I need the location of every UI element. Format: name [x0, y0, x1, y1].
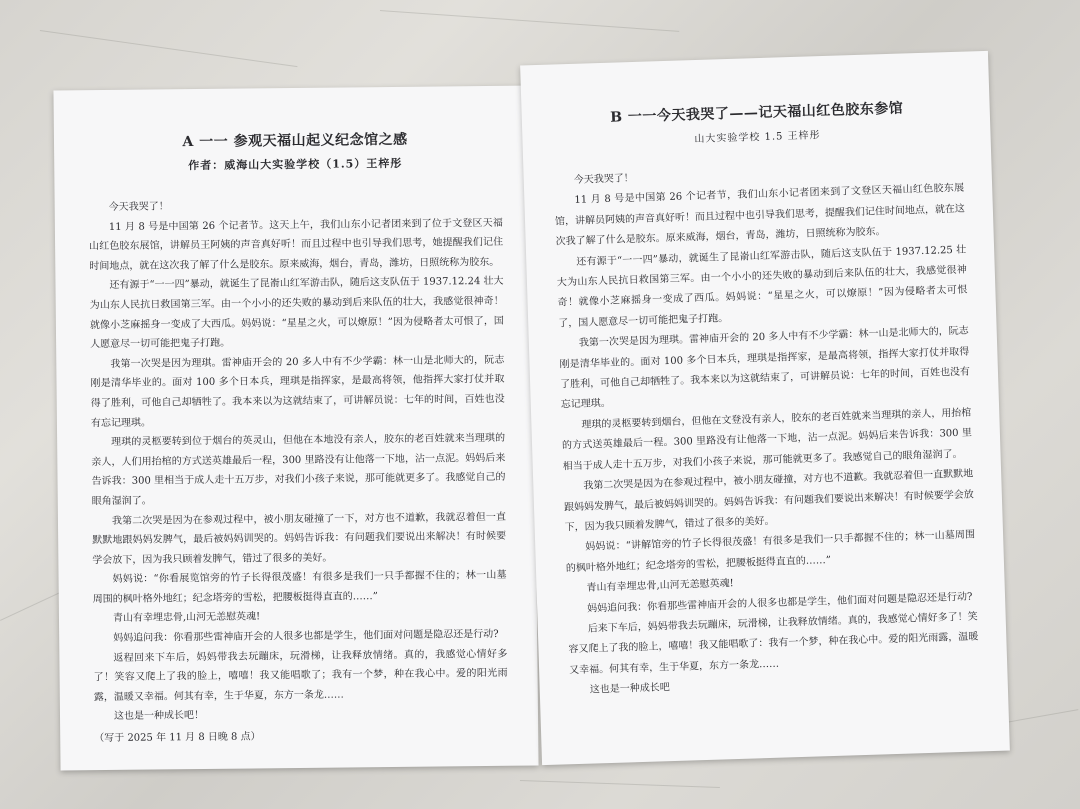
marble-vein [40, 30, 298, 67]
essay-a-paragraph: 妈妈追问我：你看那些雷神庙开会的人很多也都是学生，他们面对问题是隐忍还是行动? [113, 628, 499, 644]
essay-b-paragraph: 妈妈说：“讲解馆旁的竹子长得很茂盛！有很多是我们一只手都握不住的；林一山墓周围的枫叶格外地红；纪念塔旁的雪松，把腰板挺得直直的……” [565, 529, 976, 575]
marble-vein [520, 780, 720, 788]
essay-b-author: 山大实验学校 1.5 王梓彤 [694, 130, 821, 146]
essay-a-title: A 一一 参观天福山起义纪念馆之感 [182, 131, 408, 151]
essay-b-paragraph: 我第一次哭是因为理琪。雷神庙开会的 20 多人中有不少学霸：林一山是北师大的，阮志刚是清华毕业的。面对 100 多个日本兵，理琪是指挥家，是最高将领，指挥大家打仗并取得了胜利，可他自己却牺牲了。我本来以为这就结束了，可讲解员说：七年的时间，百姓也没有忘记理琪。 [559, 325, 971, 411]
essay-a-paragraph: 青山有幸埋忠骨,山河无恙慰英魂! [112, 611, 261, 625]
essay-a-paragraph: 这也是一种成长吧！ [113, 710, 205, 723]
essay-b-paragraph: 今天我哭了！ [573, 173, 634, 186]
essay-b-paragraph: 青山有幸埋忠骨,山河无恙慰英魂! [586, 578, 734, 594]
essay-b-paragraph: 我第二次哭是因为在参观过程中，被小朋友碰撞，对方也不道歉。我就忍着但一直默默地跟妈妈发脾气，最后被妈妈训哭的。妈妈告诉我：有问题我们要说出来解决！有时候要学会放下，因为我只顾着发脾气，错过了很多的美好。 [563, 468, 974, 534]
essay-a-body [89, 194, 509, 749]
essay-page-b [520, 51, 1010, 765]
essay-b-paragraph: 11 月 8 号是中国第 26 个记者节，我们山东小记者团来到了文登区天福山红色胶东展馆，讲解员阿姨的声音真好听！而且过程中也引导我们思考，提醒我们记住时间地点，就在这次我了解了什么是胶东。原来威海，烟台，青岛，潍坊，日照统称为胶东。 [554, 183, 966, 248]
essay-a-signature: （写于 2025 年 11 月 8 日晚 8 点） [94, 731, 261, 745]
essay-b-paragraph: 妈妈追问我：你看那些雷神庙开会的人很多也都是学生，他们面对问题是隐忍还是行动? [587, 591, 973, 615]
essay-a-paragraph: 返程回来下车后，妈妈带我去玩蹦床，玩滑梯，让我释放情绪。真的，我感觉心情好多了！笑容又爬上了我的脸上，嘻嘻！我又能唱歌了；我有一个梦，种在我心中。爱的阳光雨露，温暖又幸福。何其有幸，生于华夏，东方一条龙…… [93, 648, 508, 703]
essay-b-paragraph: 后来下车后，妈妈带我去玩蹦床，玩滑梯，让我释放情绪。真的，我感觉心情好多了！笑容又爬上了我的脸上，嘻嘻！我又能唱歌了：我有一个梦，种在我心中。爱的阳光雨露，温暖又幸福。何其有幸，生于华夏，东方一条龙…… [568, 611, 979, 677]
essay-a-paragraph: 妈妈说：“你看展览馆旁的竹子长得很茂盛！有很多是我们一只手都握不住的；林一山墓周围的枫叶格外地红；纪念塔旁的雪松，把腰板挺得直直的……” [92, 570, 507, 606]
essay-a-paragraph: 我第二次哭是因为在参观过程中，被小朋友碰撞了一下，对方也不道歉，我就忍着但一直默默地跟妈妈发脾气，最后被妈妈训哭的。妈妈告诉我：有问题我们要说出来解决！有时候要学会放下，因为我只顾着发脾气，错过了很多的美好。 [92, 511, 507, 566]
essay-b-paragraph: 理琪的灵柩要转到烟台，但他在文登没有亲人，胶东的老百姓就来当理琪的亲人，用抬棺的方式送英雄最后一程。300 里路没有让他落一下地，沾一点泥。妈妈后来告诉我：300 里相当于成人走十五万步，对我们小孩子来说，那可能就更多了。我感觉自己的眼角湿润了。 [561, 407, 973, 473]
essay-a-author: 作者：威海山大实验学校（1.5）王梓彤 [188, 156, 403, 173]
essay-a-paragraph: 今天我哭了！ [108, 201, 169, 213]
essay-a-paragraph: 还有源于“一一四”暴动，就诞生了昆嵛山红军游击队，随后这支队伍于 1937.12.24 壮大为山东人民抗日救国第三军。由一个小小的还失败的暴动到后来队伍的壮大，我感觉很神奇！就像小芝麻摇身一变成了大西瓜。妈妈说：“星星之火，可以燎原！”因为侵略者太可恨了，国人愿意尽一切可能把鬼子打跑。 [89, 276, 504, 351]
essay-a-paragraph: 理琪的灵柩要转到位于烟台的英灵山，但他在本地没有亲人，胶东的老百姓就来当理琪的亲人，人们用抬棺的方式送英雄最后一程，300 里路没有让他落一下地，沾一点泥。妈妈后来告诉我：300 里相当于成人走十五万步，对我们小孩子来说，那可能就更多了。我感觉自己的眼角湿润了。 [91, 432, 506, 508]
essay-b-paragraph: 还有源于“一一四”暴动，就诞生了昆嵛山红军游击队，随后这支队伍于 1937.12.25 壮大为山东人民抗日救国第三军。由一个小小的还失败的暴动到后来队伍的壮大，我感觉很神奇！就像小芝麻摇身一变成了西瓜。妈妈说：“星星之火，可以燎原！”因为侵略者太可恨了，国人愿意尽一切可能把鬼子打跑。 [556, 244, 968, 330]
essay-page-a [53, 86, 538, 771]
marble-vein [380, 10, 679, 32]
essay-a-paragraph: 11 月 8 号是中国第 26 个记者节。这天上午，我们山东小记者团来到了位于文登区天福山红色胶东展馆，讲解员王阿姨的声音真好听！而且过程中也引导我们思考，她提醒我们记住时间地点，就在这次我了解了什么是胶东。原来威海，烟台，青岛，潍坊，日照统称为胶东。 [89, 217, 504, 272]
essay-a-paragraph: 我第一次哭是因为理琪。雷神庙开会的 20 多人中有不少学霸：林一山是北师大的，阮志刚是清华毕业的。面对 100 多个日本兵，理琪是指挥家，是最高将领，他指挥大家打仗并取得了胜利，可他自己却牺牲了。我本来以为这就结束了，可讲解员说：七年的时间，百姓也没有忘记理琪。 [90, 354, 505, 429]
essay-b-title: B 一一今天我哭了——记天福山红色胶东参馆 [609, 100, 904, 126]
essay-b-body [553, 159, 979, 702]
essay-b-paragraph: 这也是一种成长吧 [589, 682, 670, 696]
